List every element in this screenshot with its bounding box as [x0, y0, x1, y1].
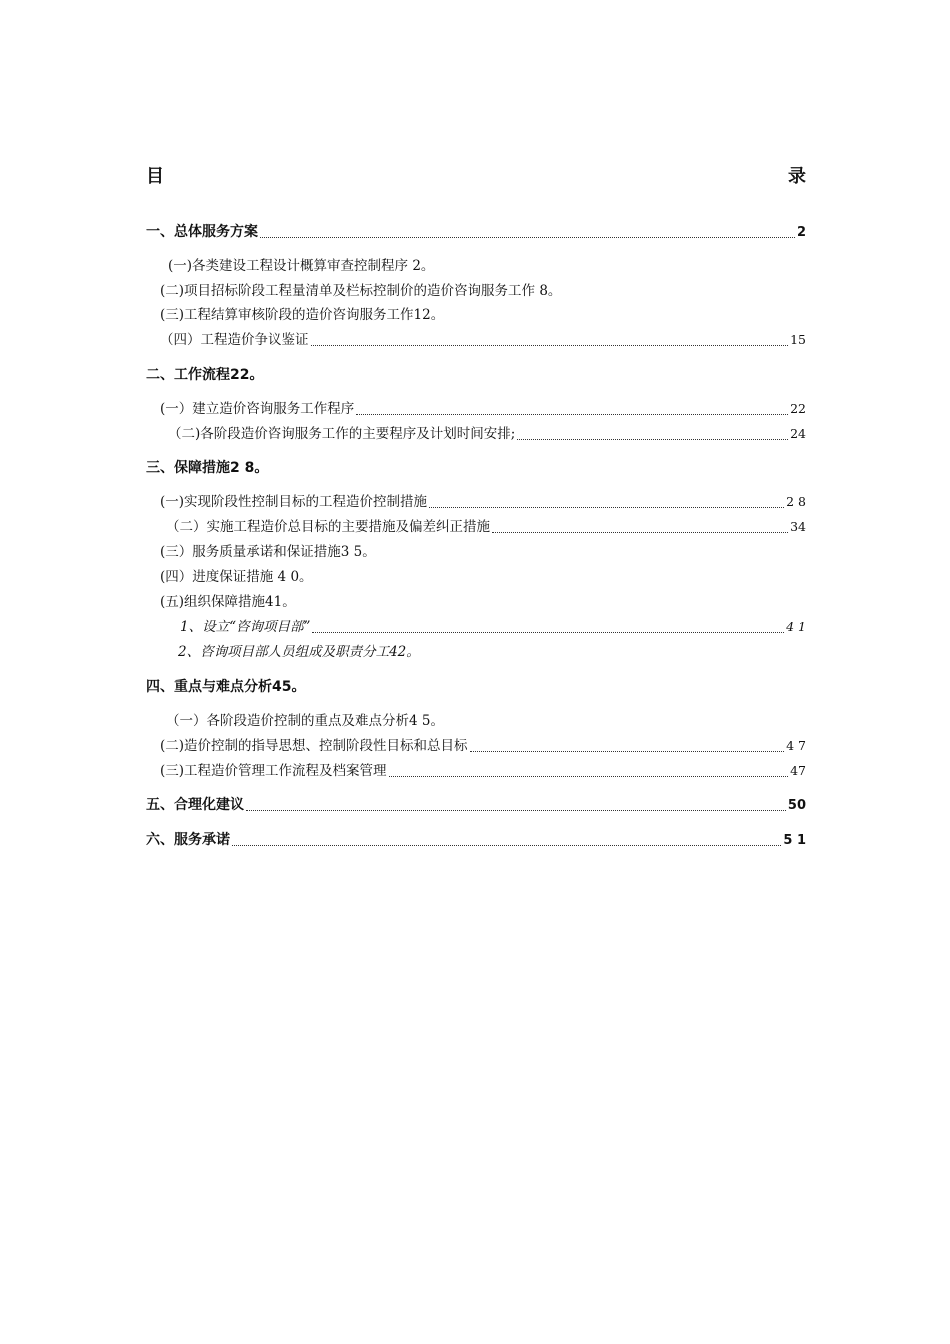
toc-title: [146, 162, 806, 186]
toc-entry-page: 34: [790, 519, 806, 534]
leader-dots: [232, 845, 781, 846]
toc-entry-page: 2: [796, 225, 806, 240]
toc-entry-text: （四）工程造价争议鉴证: [160, 332, 309, 348]
toc-entry-page: 24: [790, 426, 806, 441]
toc-entry[interactable]: [160, 281, 806, 301]
toc-entry-text: （二)各阶段造价咨询服务工作的主要程序及计划时间安排;: [168, 426, 516, 442]
toc-entry-text: (四）进度保证措施 4 0。: [160, 569, 313, 585]
leader-dots: [246, 810, 786, 811]
leader-dots: [260, 237, 795, 238]
toc-entry[interactable]: [166, 517, 806, 537]
toc-entry-page: 2 8: [786, 494, 806, 509]
toc-entry-text: (三）服务质量承诺和保证措施3 5。: [160, 544, 376, 560]
toc-entry[interactable]: [160, 542, 806, 562]
toc-entry[interactable]: [168, 256, 806, 276]
toc-entry[interactable]: [160, 736, 806, 756]
toc-entry-text: 三、保障措施2 8。: [146, 460, 269, 476]
toc-entry-text: (一)实现阶段性控制目标的工程造价控制措施: [160, 494, 428, 510]
toc-entry-text: 五、合理化建议: [146, 797, 244, 813]
toc-entry-text: 2、咨询项目部人员组成及职责分工42。: [178, 644, 420, 660]
toc-entry-text: (三)工程造价管理工作流程及档案管理: [160, 763, 387, 779]
leader-dots: [389, 776, 789, 777]
toc-entry-text: (五)组织保障措施41。: [160, 594, 296, 610]
toc-entry[interactable]: [160, 761, 806, 781]
toc-entry[interactable]: [146, 458, 806, 478]
toc-entry[interactable]: [160, 305, 806, 325]
toc-entry[interactable]: [180, 617, 806, 637]
leader-dots: [356, 414, 788, 415]
leader-dots: [312, 632, 784, 633]
toc-entry-text: （一）各阶段造价控制的重点及难点分析4 5。: [166, 713, 444, 729]
toc-entry-page: 22: [790, 401, 806, 416]
toc-entry-text: （二）实施工程造价总目标的主要措施及偏差纠正措施: [166, 519, 490, 535]
toc-entry-page: 4 7: [786, 738, 806, 753]
toc-entry-text: 六、服务承诺: [146, 832, 230, 848]
toc-entry-text: 四、重点与难点分析45。: [146, 679, 306, 695]
toc-entry[interactable]: [146, 677, 806, 697]
toc-entry-text: (二)项目招标阶段工程量清单及栏标控制价的造价咨询服务工作 8。: [160, 283, 562, 299]
toc-title-right: 录: [788, 166, 806, 187]
toc-entry-text: (一）建立造价咨询服务工作程序: [160, 401, 355, 417]
toc-entry[interactable]: [146, 830, 806, 850]
toc-entry-text: 二、工作流程22。: [146, 367, 264, 383]
toc-entry-text: (三)工程结算审核阶段的造价咨询服务工作12。: [160, 307, 445, 323]
toc-entry[interactable]: [146, 795, 806, 815]
toc-entry[interactable]: [166, 711, 806, 731]
toc-entry-page: 47: [790, 763, 806, 778]
toc-entry[interactable]: [160, 567, 806, 587]
toc-entry[interactable]: [160, 592, 806, 612]
toc-entry[interactable]: [168, 424, 806, 444]
toc-entry[interactable]: [146, 222, 806, 242]
toc-entry-page: 15: [790, 332, 806, 347]
leader-dots: [470, 751, 785, 752]
leader-dots: [517, 439, 788, 440]
toc-entry-text: (二)造价控制的指导思想、控制阶段性目标和总目标: [160, 738, 468, 754]
toc-entry-page: 50: [787, 798, 806, 813]
toc-entry-text: 一、总体服务方案: [146, 224, 258, 240]
toc-entry-page: 5 1: [783, 833, 806, 848]
toc-title-left: 目: [146, 166, 164, 187]
leader-dots: [311, 345, 789, 346]
leader-dots: [429, 507, 784, 508]
toc-entry[interactable]: [146, 365, 806, 385]
toc-entry[interactable]: [160, 492, 806, 512]
leader-dots: [492, 532, 788, 533]
toc-entry[interactable]: [160, 399, 806, 419]
toc-entry-text: 1、设立“咨询项目部”: [180, 619, 311, 635]
toc-entry-text: (一)各类建设工程设计概算审查控制程序 2。: [168, 258, 435, 274]
toc-entry[interactable]: [160, 330, 806, 350]
toc-entry-page: 4 1: [786, 619, 806, 634]
toc-entry[interactable]: [178, 642, 806, 662]
